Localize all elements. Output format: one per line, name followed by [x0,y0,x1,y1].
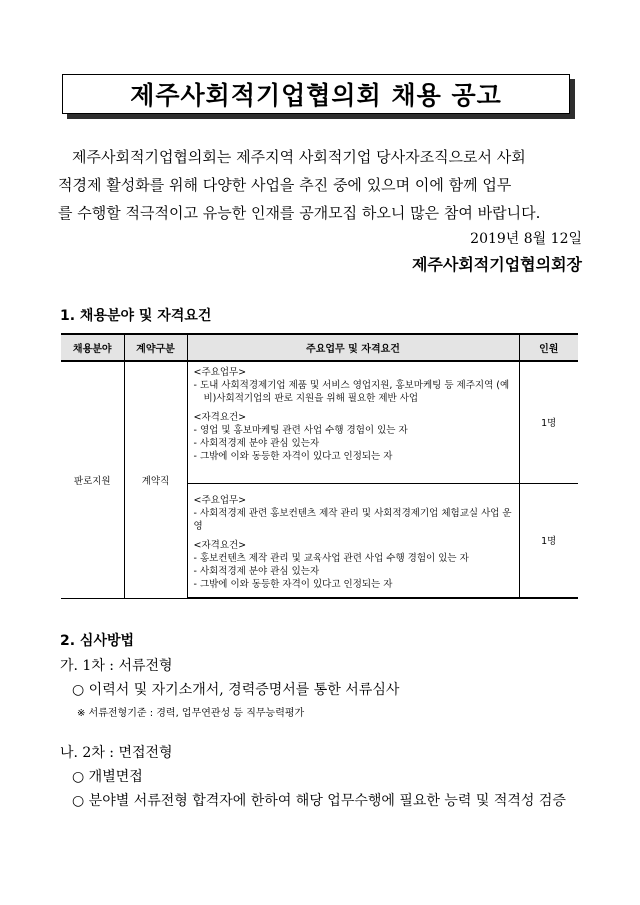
title-box [62,74,570,114]
org-signature: 제주사회적기업협의회장 [411,255,582,274]
count-cell: 1명 [519,361,578,483]
duty-label: <주요업무> [193,367,247,378]
section1-title: 1. 채용분야 및 자격요건 [60,308,212,324]
duty-cell [187,361,519,483]
duty-item: 비)사회적기업의 판로 지원을 위해 필요한 제반 사업 [203,393,419,404]
table-row [61,361,578,483]
duty-cell [187,483,519,598]
intro-line: 를 수행할 적극적이고 유능한 인재를 공개모집 하오니 많은 참여 바랍니다. [58,204,541,222]
duty-label: <주요업무> [193,494,247,506]
intro-line: 적경제 활성화를 위해 다양한 사업을 추진 중에 있으며 이에 함께 업무 [58,176,512,194]
header-duties: 주요업무 및 자격요건 [187,334,519,361]
field-cell: 판로지원 [61,361,124,598]
header-contract: 계약구분 [124,334,187,361]
qual-item: - 사회적경제 분야 관심 있는자 [193,565,320,577]
duty-item: - 사회적경제 관련 홍보컨텐츠 제작 관리 및 사회적경제기업 체험교실 사업 운영 [193,507,512,532]
round1-bullet: ○ 이력서 및 자기소개서, 경력증명서를 통한 서류심사 [72,682,400,698]
count-cell: 1명 [519,483,578,598]
round2-bullet: ○ 개별면접 [72,769,143,785]
table-header-row [61,334,578,361]
contract-cell: 계약직 [124,361,187,598]
qual-item: - 그밖에 이와 동등한 자격이 있다고 인정되는 자 [193,451,393,462]
intro-paragraph [58,143,582,227]
page-title: 제주사회적기업협의회 채용 공고 [130,81,502,110]
recruitment-table [61,333,578,599]
round2-bullet: ○ 분야별 서류전형 합격자에 한하여 해당 업무수행에 필요한 능력 및 적격성 검증 [72,793,566,809]
header-count: 인원 [519,334,578,361]
qual-item: - 그밖에 이와 동등한 자격이 있다고 인정되는 자 [193,578,393,590]
section2-title: 2. 심사방법 [60,633,135,649]
intro-line: 제주사회적기업협의회는 제주지역 사회적기업 당사자조직으로서 사회 [72,148,526,166]
qual-label: <자격요건> [193,412,247,423]
round1-note: ※ 서류전형기준 : 경력, 업무연관성 등 직무능력평가 [77,708,305,719]
qual-label: <자격요건> [193,539,247,551]
header-field: 채용분야 [61,334,124,361]
qual-item: - 홍보컨텐츠 제작 관리 및 교육사업 관련 사업 수행 경험이 있는 자 [193,552,469,564]
qual-item: - 사회적경제 분야 관심 있는자 [193,438,320,449]
duty-item: - 도내 사회적경제기업 제품 및 서비스 영업지원, 홍보마케팅 등 제주지역 (예 [193,380,510,391]
announcement-date: 2019년 8월 12일 [470,231,582,247]
round2-label: 나. 2차 : 면접전형 [60,745,173,761]
qual-item: - 영업 및 홍보마케팅 관련 사업 수행 경험이 있는 자 [193,425,408,436]
round1-label: 가. 1차 : 서류전형 [60,658,173,674]
